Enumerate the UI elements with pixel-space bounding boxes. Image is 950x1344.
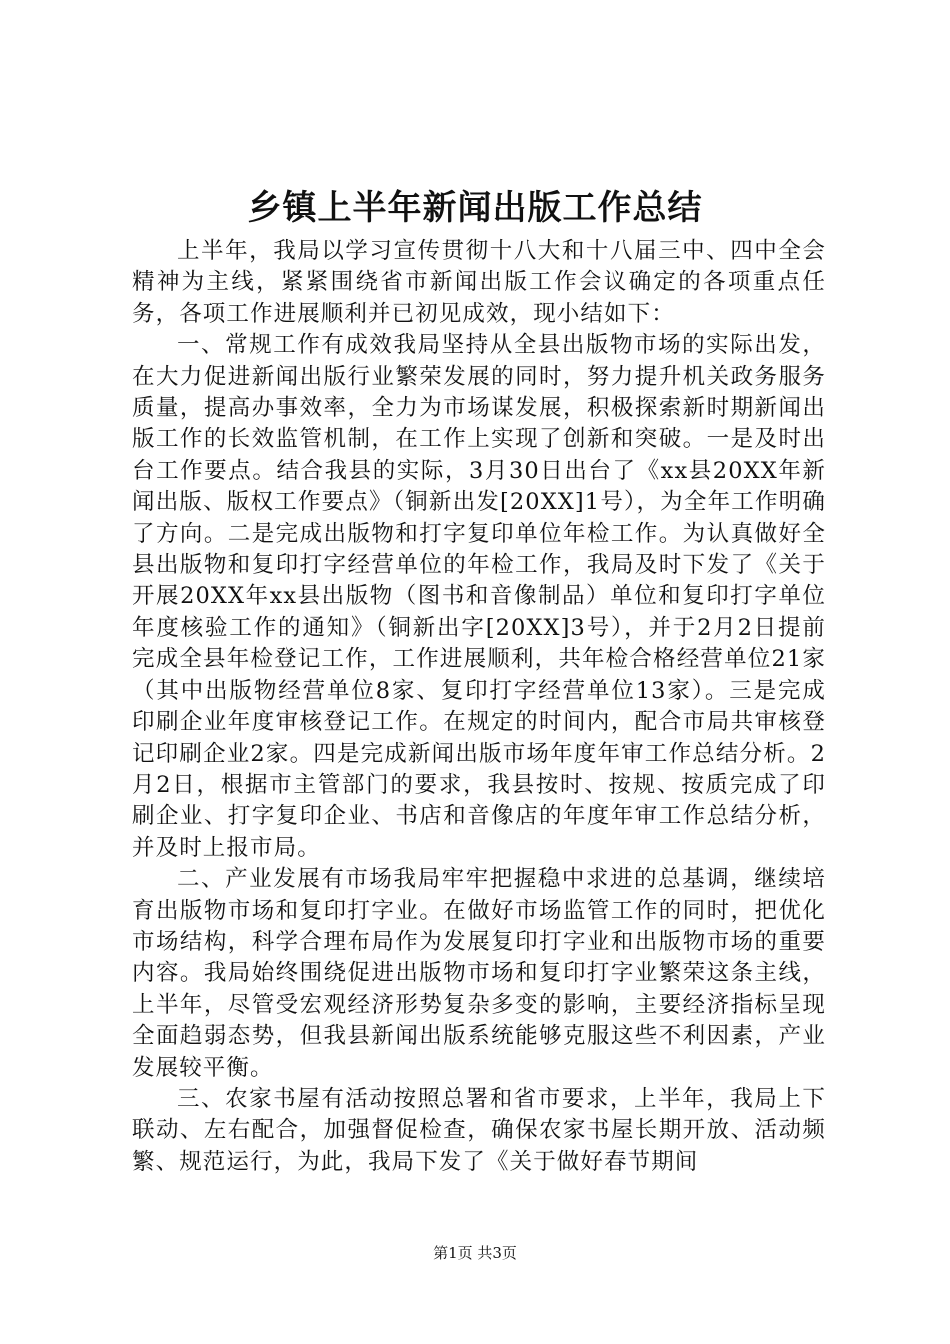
document-title: 乡镇上半年新闻出版工作总结 bbox=[247, 188, 703, 228]
paragraph-intro: 上半年，我局以学习宣传贯彻十八大和十八届三中、四中全会精神为主线，紧紧围绕省市新闻出版工作会议确定的各项重点任务，各项工作进展顺利并已初见成效，现小结如下： bbox=[132, 238, 826, 327]
paragraph-section-2: 二、产业发展有市场我局牢牢把握稳中求进的总基调，继续培育出版物市场和复印打字业。在做好市场监管工作的同时，把优化市场结构，科学合理布局作为发展复印打字业和出版物市场的重要内容。我局始终围绕促进出版物市场和复印打字业繁荣这条主线，上半年，尽管受宏观经济形势复杂多变的影响，主要经济指标呈现全面趋弱态势，但我县新闻出版系统能够克服这些不利因素，产业发展较平衡。 bbox=[132, 866, 826, 1081]
paragraph-section-1: 一、常规工作有成效我局坚持从全县出版物市场的实际出发，在大力促进新闻出版行业繁荣发展的同时，努力提升机关政务服务质量，提高办事效率，全力为市场谋发展，积极探索新时期新闻出版工作的长效监管机制，在工作上实现了创新和突破。一是及时出台工作要点。结合我县的实际，3月30日出台了《xx县20XX年新闻出版、版权工作要点》（铜新出发[20XX]1号），为全年工作明确了方向。二是完成出版物和打字复印单位年检工作。为认真做好全县出版物和复印打字经营单位的年检工作，我局及时下发了《关于开展20XX年xx县出版物（图书和音像制品）单位和复印打字单位年度核验工作的通知》（铜新出字[20XX]3号），并于2月2日提前完成全县年检登记工作，工作进展顺利，共年检合格经营单位21家（其中出版物经营单位8家、复印打字经营单位13家）。三是完成印刷企业年度审核登记工作。在规定的时间内，配合市局共审核登记印刷企业2家。四是完成新闻出版市场年度年审工作总结分析。2月2日，根据市主管部门的要求，我县按时、按规、按质完成了印刷企业、打字复印企业、书店和音像店的年度年审工作总结分析，并及时上报市局。 bbox=[132, 332, 826, 861]
paragraph-section-3: 三、农家书屋有活动按照总署和省市要求，上半年，我局上下联动、左右配合，加强督促检查，确保农家书屋长期开放、活动频繁、规范运行，为此，我局下发了《关于做好春节期间 bbox=[132, 1085, 826, 1175]
document-body bbox=[132, 236, 826, 1178]
page-number-footer: 第1页 共3页 bbox=[433, 1244, 517, 1262]
